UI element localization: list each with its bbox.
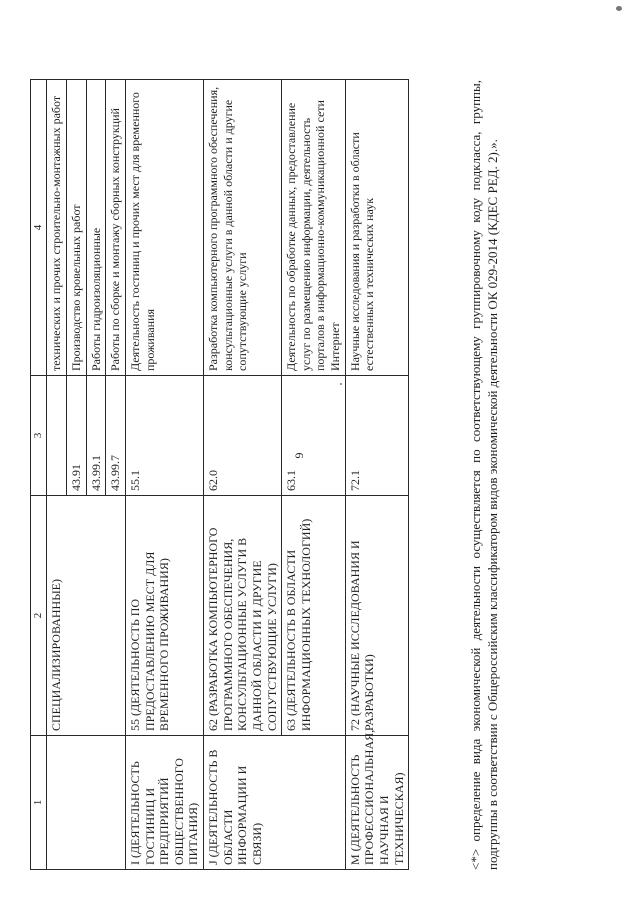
- okved-table: [30, 79, 409, 870]
- group-cell: 72 (НАУЧНЫЕ ИССЛЕДОВАНИЯ И РАЗРАБОТКИ): [345, 496, 409, 736]
- group-cell: 63 (ДЕЯТЕЛЬНОСТЬ В ОБЛАСТИ ИНФОРМАЦИОННЫХ ТЕХНОЛОГИЙ): [282, 496, 346, 736]
- header-col-2: 2: [31, 496, 47, 736]
- table-row: [204, 80, 282, 870]
- code-cell: 43.91: [67, 376, 87, 496]
- section-cell: M (ДЕЯТЕЛЬНОСТЬ ПРОФЕССИОНАЛЬНАЯ, НАУЧНАЯ И ТЕХНИЧЕСКАЯ): [345, 736, 409, 870]
- code-cell: 63.1: [282, 376, 346, 496]
- table-row: [125, 80, 203, 870]
- scan-speck: [616, 6, 622, 11]
- activity-cell: Работы гидроизоляционные: [86, 80, 106, 376]
- code-cell: [47, 376, 67, 496]
- section-cell: I (ДЕЯТЕЛЬНОСТЬ ГОСТИНИЦ И ПРЕДПРИЯТИЙ ОБЩЕСТВЕННОГО ПИТАНИЯ): [125, 736, 203, 870]
- code-cell: 72.1: [345, 376, 409, 496]
- rotated-page: [0, 50, 640, 905]
- code-cell: 55.1: [125, 376, 203, 496]
- code-cell: 43.99.1: [86, 376, 106, 496]
- table-row: [47, 80, 67, 870]
- activity-cell: технических и прочих строительно-монтажных работ: [47, 80, 67, 376]
- code-cell: 62.0: [204, 376, 282, 496]
- activity-cell: Работы по сборке и монтажу сборных конструкций: [106, 80, 126, 376]
- header-col-3: 3: [31, 376, 47, 496]
- section-cell: J (ДЕЯТЕЛЬНОСТЬ В ОБЛАСТИ ИНФОРМАЦИИ И СВЯЗИ): [204, 736, 346, 870]
- activity-cell: Научные исследования и разработки в области естественных и технических наук: [345, 80, 409, 376]
- activity-cell: Деятельность гостиниц и прочих мест для временного проживания: [125, 80, 203, 376]
- header-col-1: 1: [31, 736, 47, 870]
- page-number: 6: [292, 452, 307, 459]
- group-cell: СПЕЦИАЛИЗИРОВАННЫЕ): [47, 496, 126, 736]
- activity-cell: Разработка компьютерного программного обеспечения, консультационные услуги в данной области и другие сопутствующие услуги: [204, 80, 282, 376]
- code-cell: 43.99.7: [106, 376, 126, 496]
- group-cell: 55 (ДЕЯТЕЛЬНОСТЬ ПО ПРЕДОСТАВЛЕНИЮ МЕСТ ДЛЯ ВРЕМЕННОГО ПРОЖИВАНИЯ): [125, 496, 203, 736]
- group-cell: 62 (РАЗРАБОТКА КОМПЬЮТЕРНОГО ПРОГРАММНОГО ОБЕСПЕЧЕНИЯ, КОНСУЛЬТАЦИОННЫЕ УСЛУГИ В ДАННОЙ ОБЛАСТИ И ДРУГИЕ СОПУТСТВУЮЩИЕ УСЛУГИ): [204, 496, 282, 736]
- header-col-4: 4: [31, 80, 47, 376]
- activity-cell: Производство кровельных работ: [67, 80, 87, 376]
- activity-cell: Деятельность по обработке данных, предоставление услуг по размещению информации, деятельность порталов в информационно-коммуникационной сети Интернет: [282, 80, 346, 376]
- section-cell: [47, 736, 126, 870]
- table-header-row: [31, 80, 47, 870]
- footnote: <*> определение вида экономической деятельности осуществляется по соответствующему группировочному коду подкласса, группы, подгруппы в соответствии с Общероссийским классификатором видов экономической деятельности ОК 029-2014 (КДЕС РЕД. 2).».: [468, 80, 500, 870]
- table-row: [345, 80, 409, 870]
